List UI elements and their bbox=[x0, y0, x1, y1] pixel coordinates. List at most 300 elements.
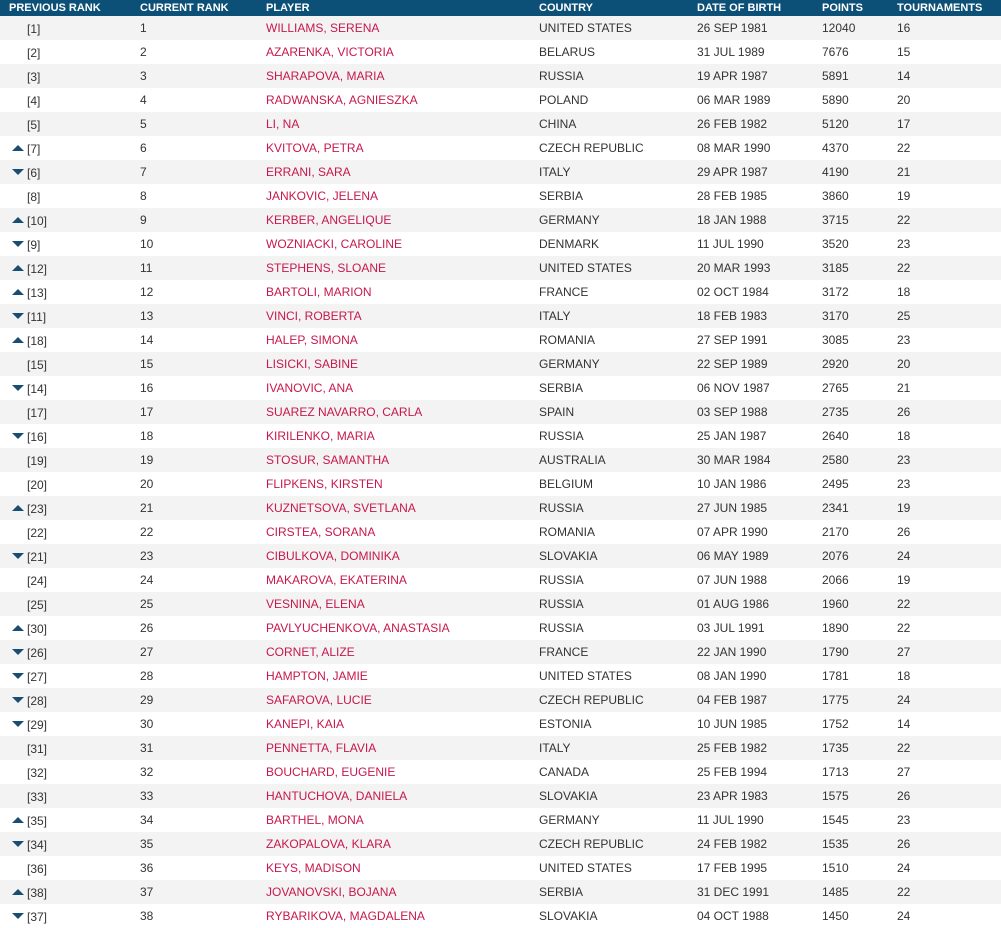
player-name-link[interactable]: KUZNETSOVA, SVETLANA bbox=[266, 501, 416, 515]
player-name-link-cell bbox=[266, 400, 539, 424]
rank-unchanged-icon bbox=[9, 71, 27, 81]
tournaments: 26 bbox=[897, 789, 911, 803]
date-of-birth: 07 APR 1990 bbox=[697, 525, 768, 539]
points-cell bbox=[822, 640, 897, 664]
points: 2920 bbox=[822, 357, 849, 371]
rank-unchanged-icon bbox=[9, 767, 27, 777]
player-name-link[interactable]: SHARAPOVA, MARIA bbox=[266, 69, 385, 83]
country: CHINA bbox=[539, 117, 577, 131]
rank-down-arrow-icon bbox=[9, 911, 27, 921]
date-of-birth: 04 OCT 1988 bbox=[697, 909, 769, 923]
player-name-link-cell bbox=[266, 232, 539, 256]
previous-rank: [14] bbox=[27, 381, 48, 396]
player-name-link[interactable]: PAVLYUCHENKOVA, ANASTASIA bbox=[266, 621, 450, 635]
rank-unchanged-icon bbox=[9, 479, 27, 489]
tournaments-cell bbox=[897, 376, 1001, 400]
country-cell bbox=[539, 760, 697, 784]
rank-unchanged-icon bbox=[9, 527, 27, 537]
previous-rank-cell bbox=[0, 544, 140, 568]
current-rank-cell bbox=[140, 496, 266, 520]
previous-rank: [29] bbox=[27, 717, 48, 732]
player-name-link[interactable]: JANKOVIC, JELENA bbox=[266, 189, 379, 203]
date-of-birth: 02 OCT 1984 bbox=[697, 285, 769, 299]
points: 2765 bbox=[822, 381, 849, 395]
current-rank: 6 bbox=[140, 141, 147, 155]
points-cell bbox=[822, 88, 897, 112]
current-rank: 5 bbox=[140, 117, 147, 131]
date-of-birth: 25 FEB 1994 bbox=[697, 765, 768, 779]
date-of-birth-cell bbox=[697, 784, 822, 808]
rank-down-arrow-icon bbox=[9, 551, 27, 561]
player-name-link[interactable]: STOSUR, SAMANTHA bbox=[266, 453, 390, 467]
date-of-birth: 18 FEB 1983 bbox=[697, 309, 768, 323]
date-of-birth-cell bbox=[697, 568, 822, 592]
date-of-birth: 01 AUG 1986 bbox=[697, 597, 770, 611]
tournaments: 18 bbox=[897, 285, 911, 299]
previous-rank: [27] bbox=[27, 669, 48, 684]
current-rank-cell bbox=[140, 16, 266, 40]
tournaments: 22 bbox=[897, 741, 911, 755]
current-rank-cell bbox=[140, 112, 266, 136]
tournaments: 24 bbox=[897, 693, 911, 707]
previous-rank: [26] bbox=[27, 645, 48, 660]
date-of-birth: 27 JUN 1985 bbox=[697, 501, 768, 515]
player-name-link-cell bbox=[266, 424, 539, 448]
previous-rank: [24] bbox=[27, 573, 48, 588]
rank-down-arrow-icon bbox=[9, 431, 27, 441]
country: CANADA bbox=[539, 765, 590, 779]
country: SLOVAKIA bbox=[539, 909, 598, 923]
date-of-birth: 22 JAN 1990 bbox=[697, 645, 767, 659]
player-name-link-cell bbox=[266, 880, 539, 904]
country-cell bbox=[539, 328, 697, 352]
country: AUSTRALIA bbox=[539, 453, 606, 467]
country-cell bbox=[539, 112, 697, 136]
previous-rank-cell bbox=[0, 856, 140, 880]
rank-down-arrow-icon bbox=[9, 383, 27, 393]
points: 7676 bbox=[822, 45, 849, 59]
date-of-birth: 28 FEB 1985 bbox=[697, 189, 768, 203]
player-name-link[interactable]: PENNETTA, FLAVIA bbox=[266, 741, 377, 755]
player-name-link[interactable]: SAFAROVA, LUCIE bbox=[266, 693, 372, 707]
country: ROMANIA bbox=[539, 333, 596, 347]
table-row bbox=[0, 544, 1001, 568]
table-row bbox=[0, 712, 1001, 736]
previous-rank: [4] bbox=[27, 93, 41, 108]
points: 4370 bbox=[822, 141, 849, 155]
table-row bbox=[0, 40, 1001, 64]
date-of-birth-cell bbox=[697, 112, 822, 136]
rank-unchanged-icon bbox=[9, 359, 27, 369]
country: SLOVAKIA bbox=[539, 789, 598, 803]
player-name-link-cell bbox=[266, 832, 539, 856]
previous-rank-cell bbox=[0, 640, 140, 664]
current-rank-cell bbox=[140, 160, 266, 184]
date-of-birth: 08 MAR 1990 bbox=[697, 141, 771, 155]
current-rank: 25 bbox=[140, 597, 154, 611]
col-current-rank[interactable]: CURRENT RANK bbox=[140, 0, 266, 16]
previous-rank-cell bbox=[0, 736, 140, 760]
previous-rank: [20] bbox=[27, 477, 48, 492]
player-name-link[interactable]: BARTHEL, MONA bbox=[266, 813, 364, 827]
previous-rank: [28] bbox=[27, 693, 48, 708]
previous-rank: [32] bbox=[27, 765, 48, 780]
table-row bbox=[0, 328, 1001, 352]
date-of-birth-cell bbox=[697, 736, 822, 760]
previous-rank-cell bbox=[0, 832, 140, 856]
points-cell bbox=[822, 376, 897, 400]
tournaments-cell bbox=[897, 808, 1001, 832]
date-of-birth-cell bbox=[697, 592, 822, 616]
previous-rank-cell bbox=[0, 304, 140, 328]
country: BELARUS bbox=[539, 45, 596, 59]
tournaments-cell bbox=[897, 520, 1001, 544]
player-name-link[interactable]: MAKAROVA, EKATERINA bbox=[266, 573, 407, 587]
country: ITALY bbox=[539, 309, 571, 323]
country: FRANCE bbox=[539, 285, 589, 299]
current-rank: 7 bbox=[140, 165, 147, 179]
player-name-link[interactable]: RYBARIKOVA, MAGDALENA bbox=[266, 909, 425, 923]
player-name-link-cell bbox=[266, 112, 539, 136]
current-rank: 22 bbox=[140, 525, 154, 539]
current-rank: 27 bbox=[140, 645, 154, 659]
tournaments: 15 bbox=[897, 45, 911, 59]
player-name-link[interactable]: BARTOLI, MARION bbox=[266, 285, 372, 299]
country: ITALY bbox=[539, 741, 571, 755]
current-rank-cell bbox=[140, 640, 266, 664]
tournaments: 26 bbox=[897, 405, 911, 419]
points: 4190 bbox=[822, 165, 849, 179]
date-of-birth: 10 JUN 1985 bbox=[697, 717, 768, 731]
rank-up-arrow-icon bbox=[9, 263, 27, 273]
country-cell bbox=[539, 232, 697, 256]
player-name-link[interactable]: SUAREZ NAVARRO, CARLA bbox=[266, 405, 423, 419]
previous-rank: [7] bbox=[27, 141, 41, 156]
current-rank-cell bbox=[140, 40, 266, 64]
current-rank-cell bbox=[140, 208, 266, 232]
rank-up-arrow-icon bbox=[9, 887, 27, 897]
country: RUSSIA bbox=[539, 501, 584, 515]
current-rank: 17 bbox=[140, 405, 154, 419]
points-cell bbox=[822, 184, 897, 208]
points-cell bbox=[822, 448, 897, 472]
date-of-birth-cell bbox=[697, 544, 822, 568]
points: 1450 bbox=[822, 909, 849, 923]
points: 3185 bbox=[822, 261, 849, 275]
table-row bbox=[0, 376, 1001, 400]
tournaments: 22 bbox=[897, 621, 911, 635]
country-cell bbox=[539, 904, 697, 928]
current-rank-cell bbox=[140, 64, 266, 88]
tournaments-cell bbox=[897, 760, 1001, 784]
rank-unchanged-icon bbox=[9, 863, 27, 873]
previous-rank: [18] bbox=[27, 333, 48, 348]
player-name-link[interactable]: KANEPI, KAIA bbox=[266, 717, 345, 731]
player-name-link[interactable]: HANTUCHOVA, DANIELA bbox=[266, 789, 408, 803]
current-rank-cell bbox=[140, 352, 266, 376]
points: 1545 bbox=[822, 813, 849, 827]
previous-rank: [34] bbox=[27, 837, 48, 852]
country-cell bbox=[539, 40, 697, 64]
col-date-of-birth[interactable]: DATE OF BIRTH bbox=[697, 0, 822, 16]
date-of-birth: 31 DEC 1991 bbox=[697, 885, 770, 899]
table-row bbox=[0, 616, 1001, 640]
current-rank-cell bbox=[140, 232, 266, 256]
player-name-link[interactable]: FLIPKENS, KIRSTEN bbox=[266, 477, 383, 491]
date-of-birth: 26 FEB 1982 bbox=[697, 117, 768, 131]
player-name-link[interactable]: VESNINA, ELENA bbox=[266, 597, 365, 611]
table-row bbox=[0, 856, 1001, 880]
col-player[interactable]: PLAYER bbox=[266, 0, 539, 16]
tournaments: 24 bbox=[897, 861, 911, 875]
current-rank-cell bbox=[140, 448, 266, 472]
tournaments: 20 bbox=[897, 357, 911, 371]
points: 5890 bbox=[822, 93, 849, 107]
previous-rank: [6] bbox=[27, 165, 41, 180]
rank-up-arrow-icon bbox=[9, 815, 27, 825]
table-row bbox=[0, 520, 1001, 544]
tournaments: 14 bbox=[897, 717, 911, 731]
points-cell bbox=[822, 112, 897, 136]
date-of-birth: 25 JAN 1987 bbox=[697, 429, 767, 443]
player-name-link-cell bbox=[266, 352, 539, 376]
current-rank-cell bbox=[140, 736, 266, 760]
points-cell bbox=[822, 712, 897, 736]
date-of-birth: 29 APR 1987 bbox=[697, 165, 768, 179]
date-of-birth-cell bbox=[697, 448, 822, 472]
col-tournaments[interactable]: TOURNAMENTS bbox=[897, 0, 1001, 16]
previous-rank-cell bbox=[0, 568, 140, 592]
player-name-link[interactable]: CIRSTEA, SORANA bbox=[266, 525, 376, 539]
player-name-link[interactable]: JOVANOVSKI, BOJANA bbox=[266, 885, 397, 899]
date-of-birth-cell bbox=[697, 640, 822, 664]
player-name-link[interactable]: WILLIAMS, SERENA bbox=[266, 21, 380, 35]
date-of-birth: 25 FEB 1982 bbox=[697, 741, 768, 755]
player-name-link-cell bbox=[266, 64, 539, 88]
current-rank-cell bbox=[140, 592, 266, 616]
points-cell bbox=[822, 208, 897, 232]
previous-rank: [2] bbox=[27, 45, 41, 60]
rank-down-arrow-icon bbox=[9, 167, 27, 177]
previous-rank: [22] bbox=[27, 525, 48, 540]
player-name-link-cell bbox=[266, 256, 539, 280]
points: 3860 bbox=[822, 189, 849, 203]
player-name-link-cell bbox=[266, 736, 539, 760]
previous-rank-cell bbox=[0, 688, 140, 712]
points-cell bbox=[822, 304, 897, 328]
date-of-birth-cell bbox=[697, 88, 822, 112]
previous-rank-cell bbox=[0, 208, 140, 232]
date-of-birth-cell bbox=[697, 184, 822, 208]
player-name-link[interactable]: ERRANI, SARA bbox=[266, 165, 351, 179]
table-row bbox=[0, 832, 1001, 856]
country: UNITED STATES bbox=[539, 21, 632, 35]
table-row bbox=[0, 304, 1001, 328]
current-rank: 18 bbox=[140, 429, 154, 443]
date-of-birth-cell bbox=[697, 880, 822, 904]
current-rank: 1 bbox=[140, 21, 147, 35]
previous-rank-cell bbox=[0, 112, 140, 136]
country-cell bbox=[539, 88, 697, 112]
current-rank-cell bbox=[140, 904, 266, 928]
player-name-link-cell bbox=[266, 712, 539, 736]
player-name-link-cell bbox=[266, 184, 539, 208]
tournaments: 27 bbox=[897, 765, 911, 779]
date-of-birth: 06 NOV 1987 bbox=[697, 381, 770, 395]
player-name-link[interactable]: CIBULKOVA, DOMINIKA bbox=[266, 549, 400, 563]
points: 1510 bbox=[822, 861, 849, 875]
table-row bbox=[0, 160, 1001, 184]
player-name-link-cell bbox=[266, 136, 539, 160]
table-row bbox=[0, 400, 1001, 424]
current-rank-cell bbox=[140, 280, 266, 304]
player-name-link[interactable]: VINCI, ROBERTA bbox=[266, 309, 362, 323]
current-rank-cell bbox=[140, 568, 266, 592]
col-previous-rank[interactable]: PREVIOUS RANK bbox=[0, 0, 140, 16]
points-cell bbox=[822, 544, 897, 568]
tournaments: 26 bbox=[897, 525, 911, 539]
tournaments-cell bbox=[897, 448, 1001, 472]
date-of-birth-cell bbox=[697, 904, 822, 928]
current-rank: 38 bbox=[140, 909, 154, 923]
points-cell bbox=[822, 760, 897, 784]
table-row bbox=[0, 64, 1001, 88]
date-of-birth: 06 MAY 1989 bbox=[697, 549, 769, 563]
previous-rank-cell bbox=[0, 280, 140, 304]
tournaments-cell bbox=[897, 568, 1001, 592]
current-rank: 23 bbox=[140, 549, 154, 563]
player-name-link-cell bbox=[266, 808, 539, 832]
country: RUSSIA bbox=[539, 597, 584, 611]
player-name-link[interactable]: RADWANSKA, AGNIESZKA bbox=[266, 93, 418, 107]
current-rank-cell bbox=[140, 616, 266, 640]
col-points[interactable]: POINTS bbox=[822, 0, 897, 16]
date-of-birth: 08 JAN 1990 bbox=[697, 669, 767, 683]
date-of-birth: 24 FEB 1982 bbox=[697, 837, 768, 851]
points-cell bbox=[822, 400, 897, 424]
previous-rank-cell bbox=[0, 328, 140, 352]
table-row bbox=[0, 280, 1001, 304]
player-name-link-cell bbox=[266, 688, 539, 712]
tournaments: 25 bbox=[897, 309, 911, 323]
date-of-birth-cell bbox=[697, 208, 822, 232]
tournaments: 24 bbox=[897, 909, 911, 923]
country: POLAND bbox=[539, 93, 589, 107]
points: 2735 bbox=[822, 405, 849, 419]
player-name-link[interactable]: ZAKOPALOVA, KLARA bbox=[266, 837, 391, 851]
table-row bbox=[0, 880, 1001, 904]
points-cell bbox=[822, 736, 897, 760]
country-cell bbox=[539, 400, 697, 424]
current-rank-cell bbox=[140, 328, 266, 352]
points-cell bbox=[822, 832, 897, 856]
tournaments: 23 bbox=[897, 813, 911, 827]
country-cell bbox=[539, 544, 697, 568]
rank-up-arrow-icon bbox=[9, 623, 27, 633]
current-rank-cell bbox=[140, 856, 266, 880]
previous-rank-cell bbox=[0, 136, 140, 160]
date-of-birth: 23 APR 1983 bbox=[697, 789, 768, 803]
rank-up-arrow-icon bbox=[9, 143, 27, 153]
player-name-link-cell bbox=[266, 328, 539, 352]
current-rank: 10 bbox=[140, 237, 154, 251]
country: UNITED STATES bbox=[539, 261, 632, 275]
tournaments-cell bbox=[897, 304, 1001, 328]
country: SLOVAKIA bbox=[539, 549, 598, 563]
country-cell bbox=[539, 496, 697, 520]
country: RUSSIA bbox=[539, 621, 584, 635]
current-rank-cell bbox=[140, 784, 266, 808]
country-cell bbox=[539, 568, 697, 592]
player-name-link[interactable]: IVANOVIC, ANA bbox=[266, 381, 354, 395]
points: 1485 bbox=[822, 885, 849, 899]
date-of-birth-cell bbox=[697, 400, 822, 424]
points-cell bbox=[822, 16, 897, 40]
current-rank-cell bbox=[140, 808, 266, 832]
player-name-link-cell bbox=[266, 304, 539, 328]
tournaments: 19 bbox=[897, 189, 911, 203]
country-cell bbox=[539, 664, 697, 688]
rank-down-arrow-icon bbox=[9, 719, 27, 729]
table-row bbox=[0, 568, 1001, 592]
tournaments-cell bbox=[897, 880, 1001, 904]
previous-rank-cell bbox=[0, 616, 140, 640]
points: 3172 bbox=[822, 285, 849, 299]
country: SPAIN bbox=[539, 405, 575, 419]
player-name-link[interactable]: AZARENKA, VICTORIA bbox=[266, 45, 394, 59]
points-cell bbox=[822, 136, 897, 160]
current-rank-cell bbox=[140, 544, 266, 568]
player-name-link[interactable]: LI, NA bbox=[266, 117, 300, 131]
date-of-birth-cell bbox=[697, 40, 822, 64]
table-row bbox=[0, 760, 1001, 784]
previous-rank: [17] bbox=[27, 405, 48, 420]
player-name-link[interactable]: HAMPTON, JAMIE bbox=[266, 669, 368, 683]
current-rank: 13 bbox=[140, 309, 154, 323]
player-name-link[interactable]: KIRILENKO, MARIA bbox=[266, 429, 375, 443]
country-cell bbox=[539, 472, 697, 496]
tournaments-cell bbox=[897, 640, 1001, 664]
points-cell bbox=[822, 592, 897, 616]
player-name-link[interactable]: CORNET, ALIZE bbox=[266, 645, 355, 659]
col-country[interactable]: COUNTRY bbox=[539, 0, 697, 16]
previous-rank-cell bbox=[0, 376, 140, 400]
tournaments-cell bbox=[897, 496, 1001, 520]
table-row bbox=[0, 352, 1001, 376]
country: RUSSIA bbox=[539, 429, 584, 443]
tournaments: 21 bbox=[897, 381, 911, 395]
tournaments-cell bbox=[897, 472, 1001, 496]
player-name-link[interactable]: KERBER, ANGELIQUE bbox=[266, 213, 392, 227]
player-name-link[interactable]: STEPHENS, SLOANE bbox=[266, 261, 387, 275]
country-cell bbox=[539, 376, 697, 400]
player-name-link[interactable]: KEYS, MADISON bbox=[266, 861, 361, 875]
player-name-link[interactable]: KVITOVA, PETRA bbox=[266, 141, 364, 155]
tournaments: 19 bbox=[897, 501, 911, 515]
player-name-link[interactable]: LISICKI, SABINE bbox=[266, 357, 359, 371]
player-name-link[interactable]: WOZNIACKI, CAROLINE bbox=[266, 237, 403, 251]
previous-rank-cell bbox=[0, 40, 140, 64]
current-rank-cell bbox=[140, 88, 266, 112]
date-of-birth: 27 SEP 1991 bbox=[697, 333, 768, 347]
player-name-link[interactable]: HALEP, SIMONA bbox=[266, 333, 358, 347]
previous-rank: [16] bbox=[27, 429, 48, 444]
tournaments: 27 bbox=[897, 645, 911, 659]
points: 1575 bbox=[822, 789, 849, 803]
country-cell bbox=[539, 832, 697, 856]
current-rank: 29 bbox=[140, 693, 154, 707]
player-name-link[interactable]: BOUCHARD, EUGENIE bbox=[266, 765, 396, 779]
